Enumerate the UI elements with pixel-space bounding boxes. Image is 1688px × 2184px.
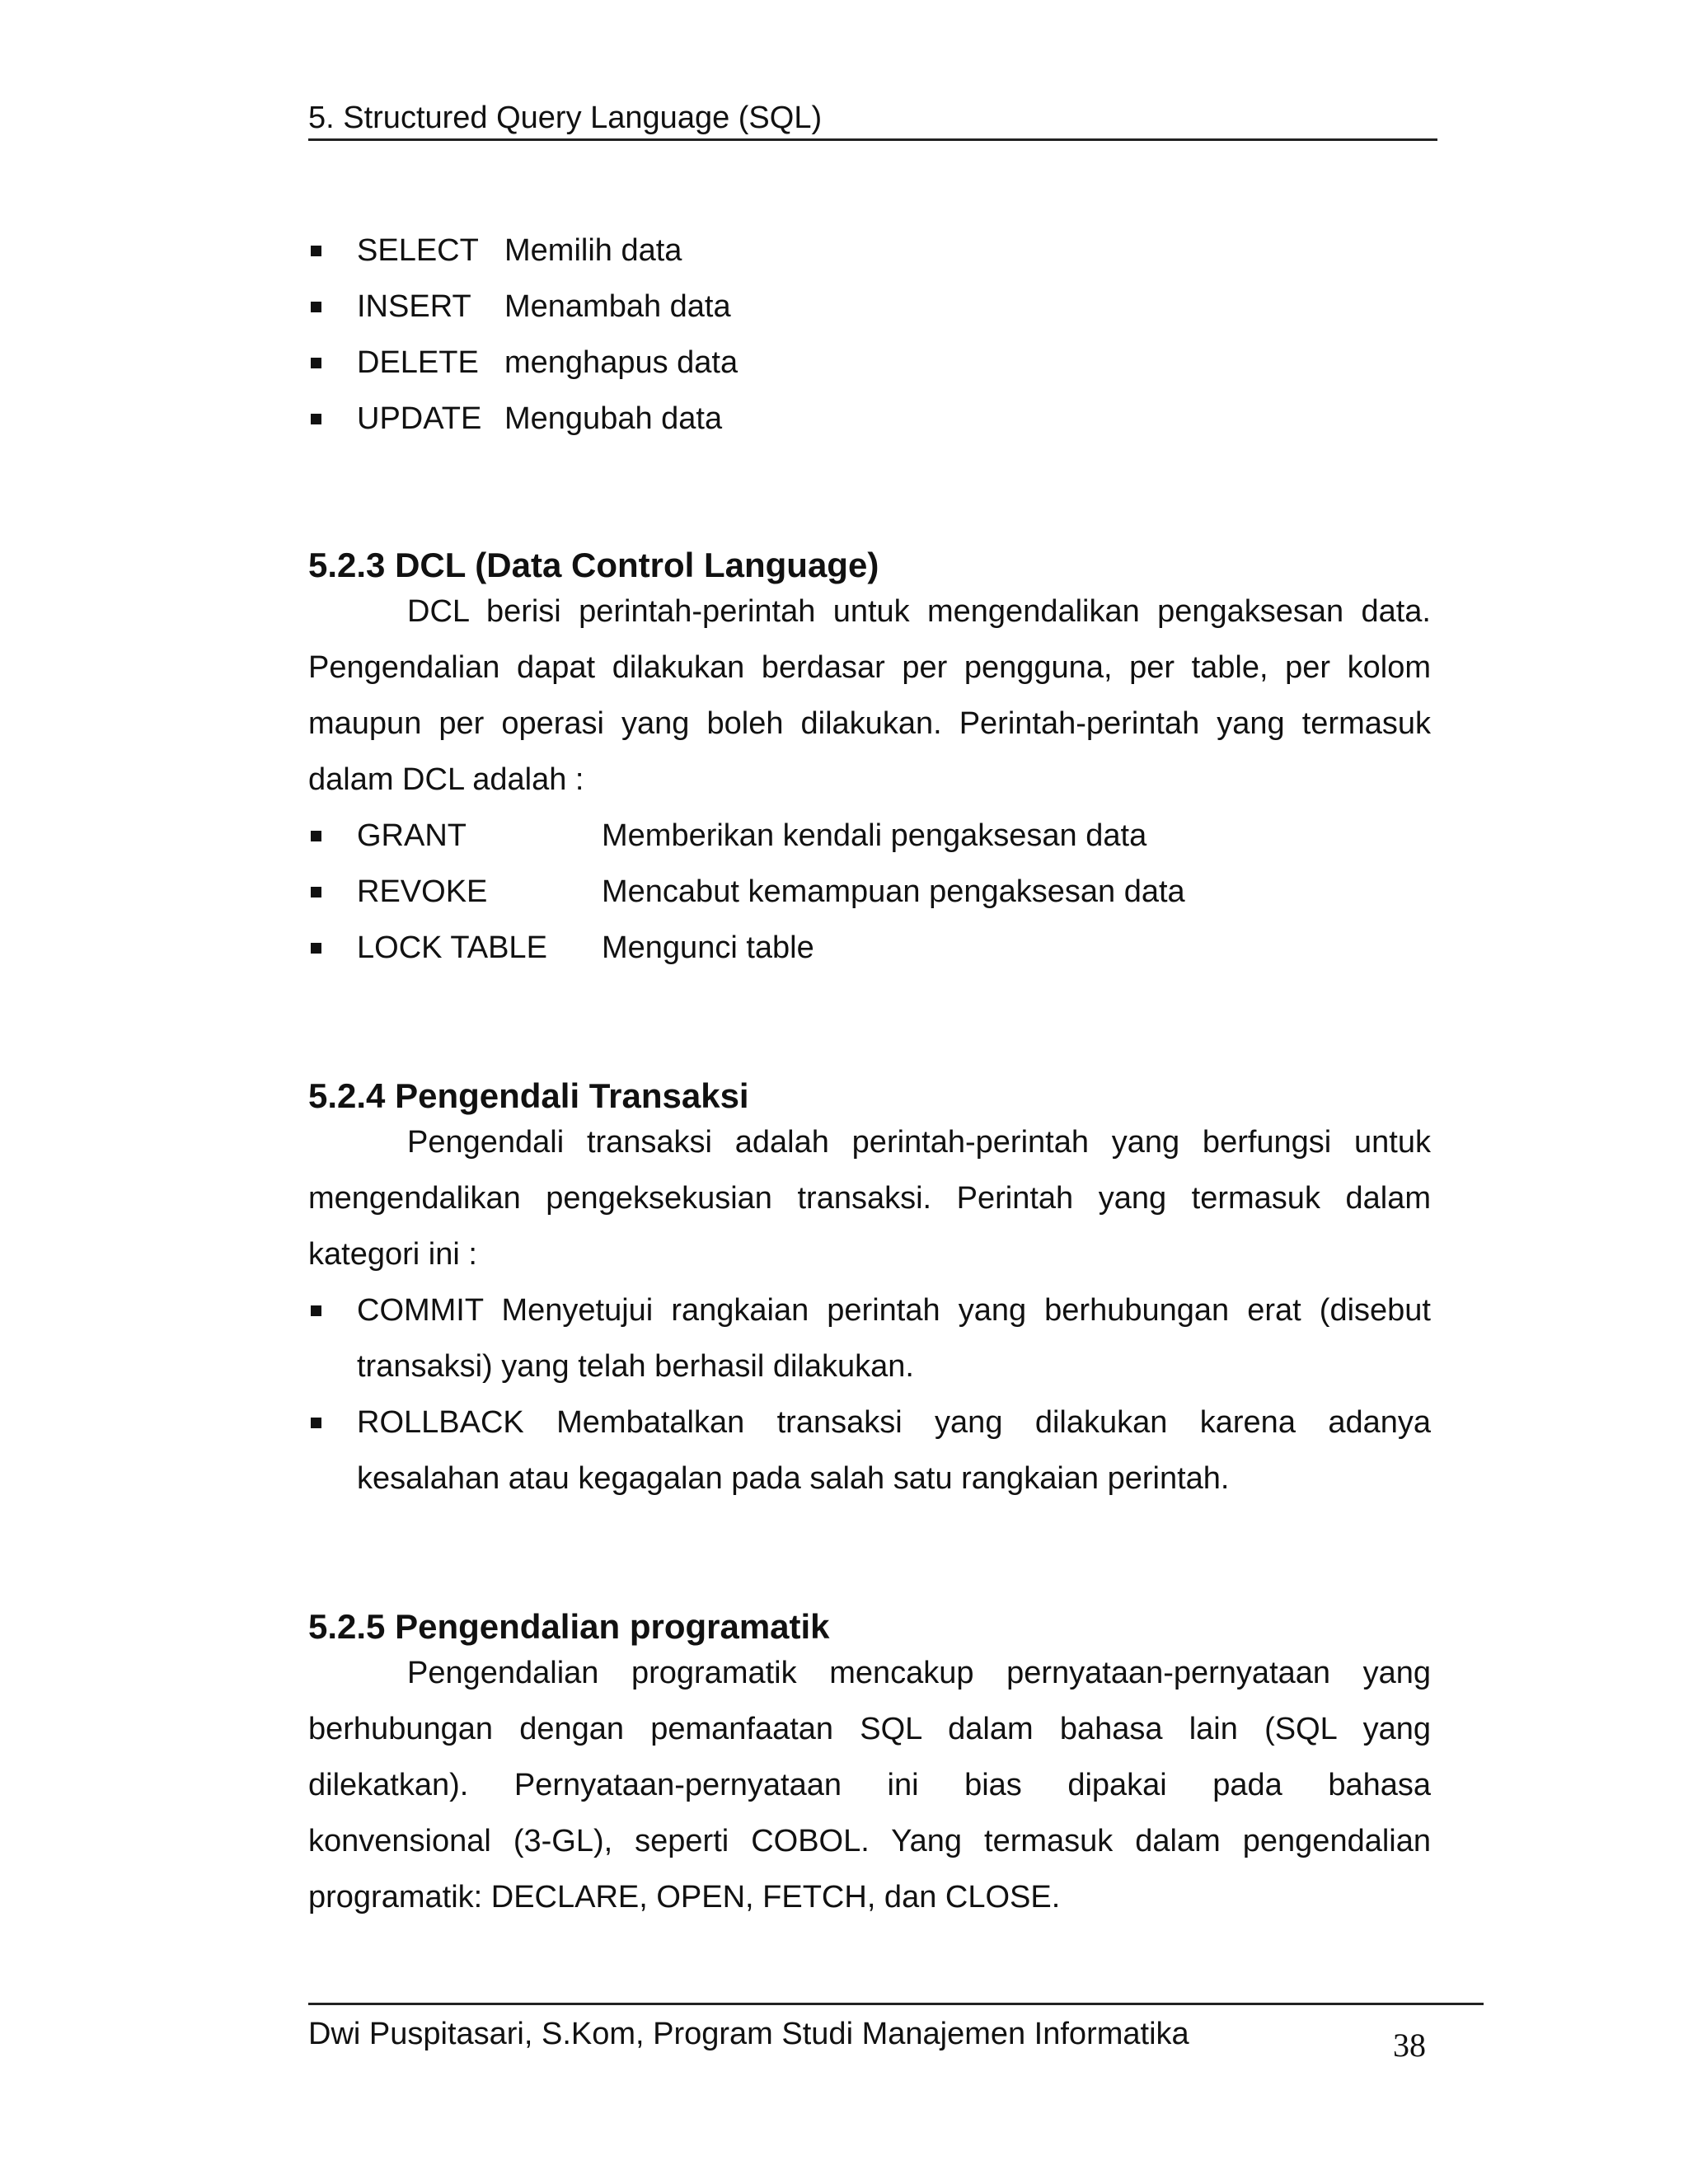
section-heading-dcl: 5.2.3 DCL (Data Control Language) bbox=[308, 546, 879, 584]
paragraph-line: Pengendali transaksi adalah perintah-perintah yang berfungsi untuk bbox=[407, 1125, 1431, 1160]
dml-description: Menambah data bbox=[504, 289, 731, 324]
transaksi-item-line: kesalahan atau kegagalan pada salah satu rangkaian perintah. bbox=[357, 1461, 1230, 1496]
paragraph-line: kategori ini : bbox=[308, 1237, 477, 1272]
paragraph-line: DCL berisi perintah-perintah untuk mengendalikan pengaksesan data. bbox=[407, 594, 1431, 629]
bullet-icon bbox=[311, 1305, 321, 1316]
page-number: 38 bbox=[1393, 2027, 1426, 2064]
dml-command: DELETE bbox=[357, 345, 479, 380]
dcl-description: Mencabut kemampuan pengaksesan data bbox=[602, 874, 1185, 909]
bullet-icon bbox=[311, 887, 321, 898]
page-header bbox=[308, 97, 1437, 141]
dml-description: menghapus data bbox=[504, 345, 738, 380]
dcl-command: LOCK TABLE bbox=[357, 930, 547, 965]
section-heading-programatik: 5.2.5 Pengendalian programatik bbox=[308, 1607, 830, 1646]
dml-description: Mengubah data bbox=[504, 401, 723, 436]
paragraph-line: mengendalikan pengeksekusian transaksi. Perintah yang termasuk dalam bbox=[308, 1181, 1431, 1216]
paragraph-line: konvensional (3-GL), seperti COBOL. Yang termasuk dalam pengendalian bbox=[308, 1824, 1431, 1858]
dcl-command: GRANT bbox=[357, 818, 467, 853]
transaksi-item-line: COMMIT Menyetujui rangkaian perintah yang berhubungan erat (disebut bbox=[357, 1293, 1431, 1328]
paragraph-line: Pengendalian programatik mencakup pernyataan-pernyataan yang bbox=[407, 1656, 1431, 1690]
paragraph-line: berhubungan dengan pemanfaatan SQL dalam bahasa lain (SQL yang bbox=[308, 1712, 1431, 1746]
bullet-icon bbox=[311, 943, 321, 954]
dcl-description: Memberikan kendali pengaksesan data bbox=[602, 818, 1147, 853]
dcl-description: Mengunci table bbox=[602, 930, 814, 965]
transaksi-item-line: transaksi) yang telah berhasil dilakukan. bbox=[357, 1349, 914, 1384]
bullet-icon bbox=[311, 302, 321, 312]
dml-command: INSERT bbox=[357, 289, 471, 324]
paragraph-line: maupun per operasi yang boleh dilakukan. Perintah-perintah yang termasuk bbox=[308, 706, 1431, 741]
bullet-icon bbox=[311, 1418, 321, 1428]
bullet-icon bbox=[311, 831, 321, 841]
paragraph-line: Pengendalian dapat dilakukan berdasar per pengguna, per table, per kolom bbox=[308, 650, 1431, 685]
header-title: 5. Structured Query Language (SQL) bbox=[308, 101, 823, 135]
dcl-command: REVOKE bbox=[357, 874, 488, 909]
paragraph-line: dilekatkan). Pernyataan-pernyataan ini bias dipakai pada bahasa bbox=[308, 1768, 1431, 1802]
bullet-icon bbox=[311, 358, 321, 368]
paragraph-line: dalam DCL adalah : bbox=[308, 762, 584, 797]
footer-divider bbox=[308, 2003, 1484, 2005]
dml-command: SELECT bbox=[357, 233, 479, 268]
dml-command: UPDATE bbox=[357, 401, 482, 436]
section-heading-transaksi: 5.2.4 Pengendali Transaksi bbox=[308, 1076, 749, 1115]
bullet-icon bbox=[311, 414, 321, 424]
transaksi-item-line: ROLLBACK Membatalkan transaksi yang dilakukan karena adanya bbox=[357, 1405, 1431, 1440]
footer-author: Dwi Puspitasari, S.Kom, Program Studi Manajemen Informatika bbox=[308, 2017, 1189, 2051]
paragraph-line: programatik: DECLARE, OPEN, FETCH, dan CLOSE. bbox=[308, 1880, 1061, 1915]
dml-description: Memilih data bbox=[504, 233, 682, 268]
bullet-icon bbox=[311, 246, 321, 256]
